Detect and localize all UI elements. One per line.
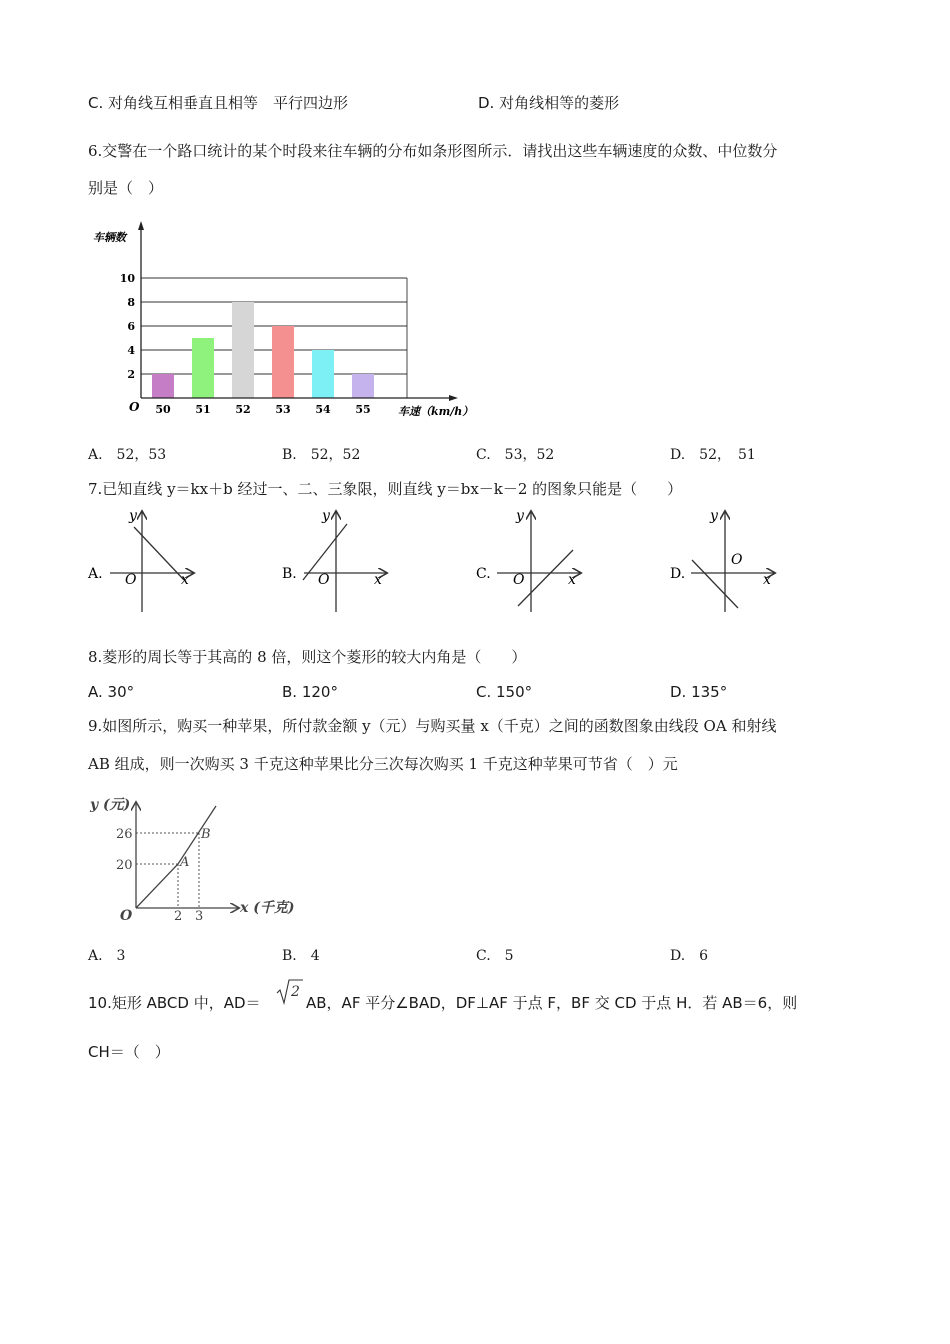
q7d-origin: O [731,552,743,568]
q8-option-b: B. 120° [282,683,338,701]
y-tick-label: 6 [127,320,135,333]
q7a-y-label: y [129,508,137,524]
q7d-x-label: x [763,572,771,588]
q9-x-label: x (千克) [240,900,295,916]
y-tick-label: 8 [127,296,135,309]
x-tick-label: 51 [195,403,211,416]
q9-point-a: A [180,855,190,870]
q9-option-a: A. 3 [88,948,126,964]
y-tick-label: 4 [127,344,135,357]
q5-option-c: C. 对角线互相垂直且相等 平行四边形 [88,94,349,112]
q7c-y-label: y [516,508,524,524]
q7a-x-label: x [181,572,189,588]
q7-stem: 7.已知直线 y＝kx＋b 经过一、二、三象限，则直线 y＝bx－k－2 的图象只能是（ ） [88,480,683,498]
q9-origin: O [120,908,133,924]
x-tick-label: 53 [275,403,291,416]
q9-xtick-3: 3 [195,909,204,924]
q7b-origin: O [318,572,330,588]
q6-option-a: A. 52，53 [88,447,167,463]
q10-stem-part2: AB，AF 平分∠BAD，DF⊥AF 于点 F，BF 交 CD 于点 H．若 AB＝6，则 [306,994,798,1012]
q7b-x-label: x [374,572,382,588]
q9-option-d: D. 6 [670,948,709,964]
y-tick-label: 10 [119,272,135,285]
q9-xtick-2: 2 [174,909,183,924]
q7-label-b: B. [282,566,297,582]
q9-ytick-20: 20 [116,858,133,873]
q8-option-d: D. 135° [670,683,728,701]
q7-label-d: D. [670,566,686,582]
x-tick-label: 50 [155,403,171,416]
q9-y-label: y (元) [90,797,131,813]
q9-option-c: C. 5 [476,948,514,964]
q10-stem-part1: 10.矩形 ABCD 中，AD＝ [88,994,261,1012]
q5-option-d: D. 对角线相等的菱形 [478,94,620,112]
q7-label-a: A. [88,566,103,582]
q7a-origin: O [125,572,137,588]
q6-option-d: D. 52， 51 [670,447,756,463]
q9-point-b: B [201,827,211,842]
x-tick-label: 55 [355,403,371,416]
y-tick-label: 2 [127,368,135,381]
q7c-x-label: x [568,572,576,588]
q8-option-c: C. 150° [476,683,533,701]
x-tick-label: 54 [315,403,331,416]
q7d-y-label: y [710,508,718,524]
q6-option-b: B. 52，52 [282,447,361,463]
q6-stem-line1: 6.交警在一个路口统计的某个时段来往车辆的分布如条形图所示．请找出这些车辆速度的众数、中位数分 [88,142,778,160]
q9-stem-line1: 9.如图所示，购买一种苹果，所付款金额 y（元）与购买量 x（千克）之间的函数图象由线段 OA 和射线 [88,717,777,735]
q8-stem: 8.菱形的周长等于其高的 8 倍，则这个菱形的较大内角是（ ） [88,648,527,666]
sqrt-radicand: 2 [291,984,300,1000]
q6-option-c: C. 53，52 [476,447,555,463]
origin-label: O [129,400,140,414]
q7-label-c: C. [476,566,491,582]
q9-ytick-26: 26 [116,827,133,842]
x-axis-label: 车速（km/h） [398,405,474,418]
q9-stem-line2: AB 组成，则一次购买 3 千克这种苹果比分三次每次购买 1 千克这种苹果可节省（ ）元 [88,755,678,773]
q10-stem-line2: CH＝（ ） [88,1043,170,1061]
q7c-origin: O [513,572,525,588]
q9-option-b: B. 4 [282,948,320,964]
q6-stem-line2: 别是（ ） [88,179,164,197]
q7b-y-label: y [322,508,330,524]
y-axis-label: 车辆数 [93,231,126,244]
q8-option-a: A. 30° [88,683,135,701]
x-tick-label: 52 [235,403,251,416]
